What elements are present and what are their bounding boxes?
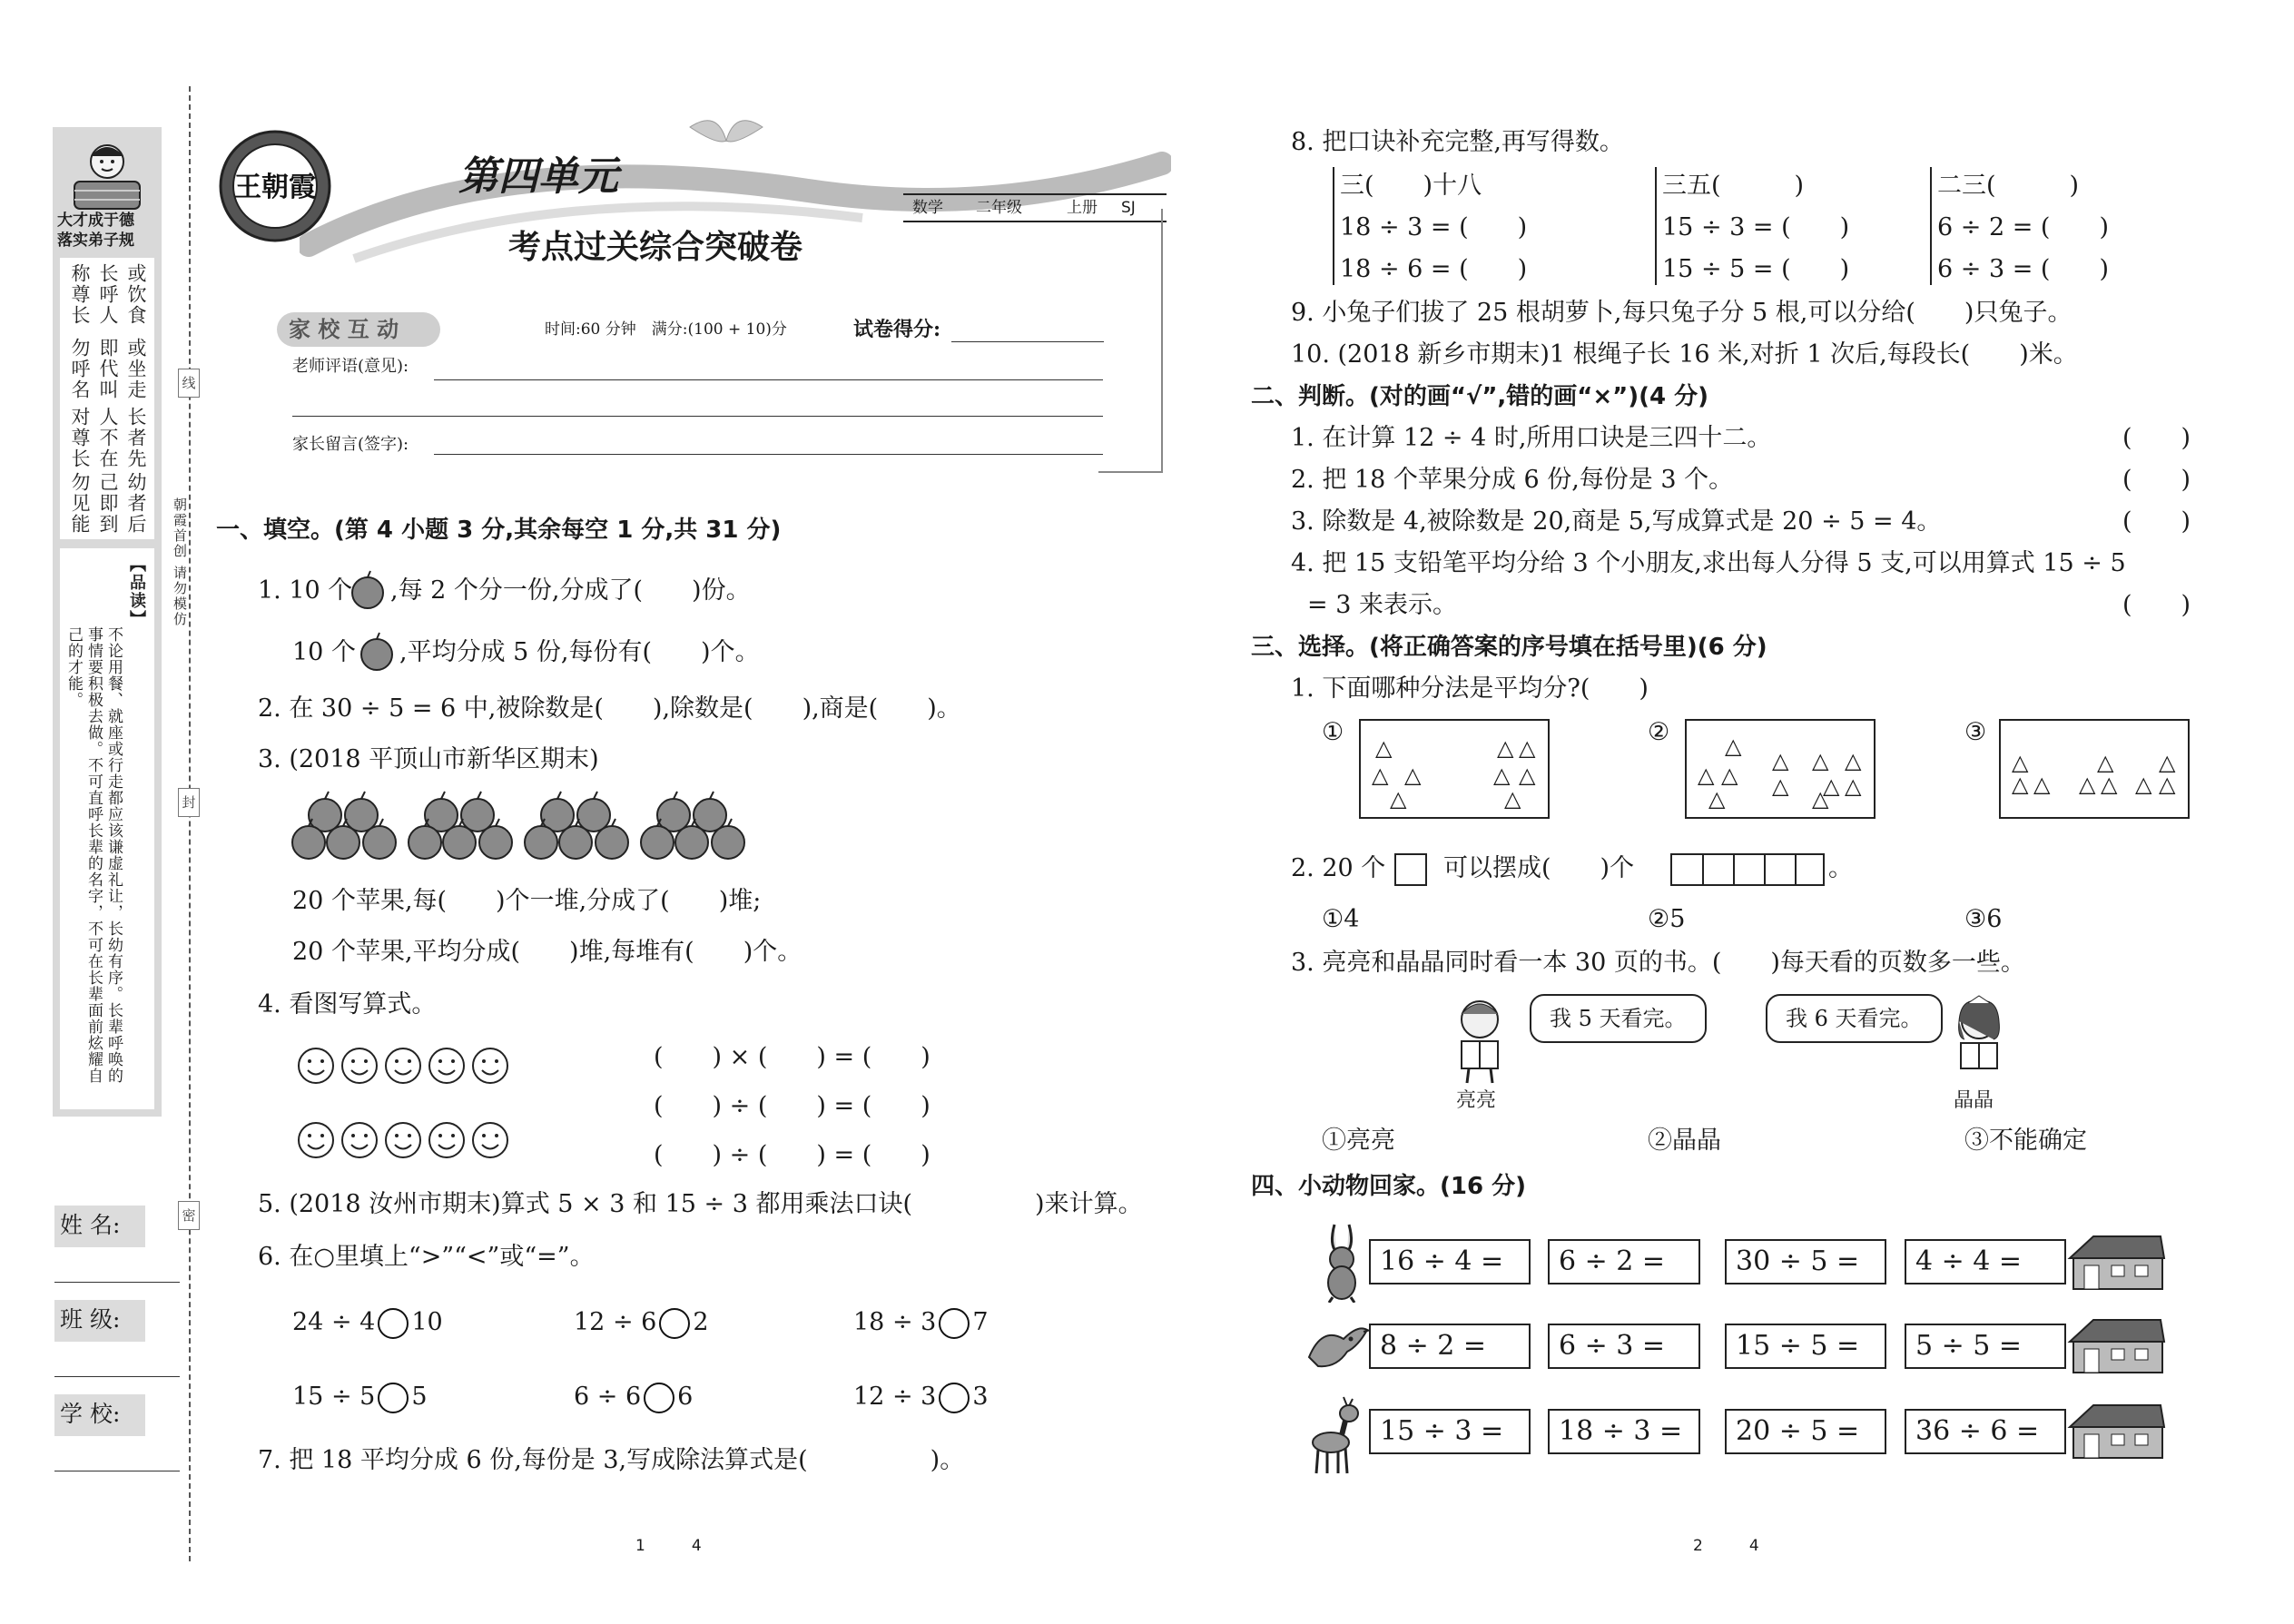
smiley-face	[386, 1123, 420, 1157]
parent-comment-label: 家长留言(签字):	[292, 435, 409, 454]
choice-q3-option-3[interactable]: ③不能确定	[1964, 1127, 2087, 1155]
teacher-comment-field[interactable]	[434, 379, 1103, 380]
equation-box[interactable]: 30 ÷ 5 =	[1725, 1239, 1886, 1284]
q1a-suffix: ,每 2 个分一份,分成了( )份。	[390, 576, 751, 605]
house-icon	[2066, 1316, 2166, 1374]
cut-mark-bottom: 密	[178, 1201, 200, 1230]
verse-col-4: 幼者后	[125, 472, 147, 535]
score-label: 试卷得分:	[853, 318, 941, 341]
triangle-icon: △	[1698, 763, 1715, 788]
name-liangliang: 亮亮	[1456, 1089, 1497, 1112]
smiley-face	[342, 1048, 377, 1083]
choice-q1-option-3[interactable]: ③	[1964, 718, 1987, 746]
q8-col2-line2: 15 ÷ 3 = ( )	[1662, 213, 1850, 241]
q1a-prefix: 1. 10 个	[258, 576, 353, 605]
triangle-icon: △	[2079, 772, 2096, 797]
q1b-prefix: 10 个	[292, 638, 356, 666]
page-number-right: 2 4	[1693, 1537, 1759, 1555]
triangle-icon: △	[1497, 735, 1514, 761]
name-field[interactable]	[54, 1282, 180, 1283]
name-jingjing: 晶晶	[1954, 1089, 1994, 1112]
triangle-icon: △	[1812, 748, 1829, 773]
teacher-comment-label: 老师评语(意见):	[292, 357, 409, 376]
equation-box[interactable]: 18 ÷ 3 =	[1548, 1409, 1700, 1454]
apple-stem	[710, 792, 714, 799]
apple	[525, 826, 557, 859]
meta-edition: SJ	[1121, 199, 1136, 217]
school-label: 学 校:	[60, 1401, 121, 1427]
choice-q2-option-2[interactable]: ②5	[1648, 905, 1686, 933]
triangle-icon: △	[1493, 763, 1511, 788]
cube-row-icon	[1670, 853, 1825, 886]
cut-mark-top: 线	[178, 369, 200, 398]
speech-bubble-liangliang: 我 5 天看完。	[1530, 994, 1707, 1043]
boy-reading-icon	[1443, 994, 1516, 1085]
cut-mark-middle: 封	[178, 788, 200, 817]
apple-stem	[361, 792, 365, 799]
smiley-face	[429, 1123, 464, 1157]
choice-q1-option-2[interactable]: ②	[1648, 718, 1670, 746]
verse-col-11: 人不在	[97, 407, 119, 469]
verse-col-5: 称尊长	[69, 263, 91, 326]
q8-col3-line2: 6 ÷ 2 = ( )	[1937, 213, 2109, 241]
verse-col-1: 或饮食	[125, 263, 147, 326]
apple	[479, 826, 512, 859]
triangle-icon: △	[2135, 772, 2152, 797]
name-label: 姓 名:	[60, 1212, 121, 1238]
judge-answer-3[interactable]: ( )	[2122, 507, 2191, 536]
apple	[443, 826, 476, 859]
q8-col2-line1: 三五( )	[1662, 172, 1805, 200]
smiley-face	[299, 1123, 333, 1157]
q6-text: 6. 在○里填上“>”“<”或“=”。	[258, 1243, 595, 1271]
compare-circle[interactable]	[378, 1308, 409, 1339]
verse-col-8: 勿见能	[69, 472, 91, 535]
q4-text: 4. 看图写算式。	[258, 990, 437, 1019]
equation-box[interactable]: 6 ÷ 2 =	[1548, 1239, 1700, 1284]
smiley-face	[429, 1048, 464, 1083]
parent-comment-field[interactable]	[434, 454, 1103, 455]
house-icon	[2066, 1233, 2166, 1291]
scholar-icon	[62, 134, 153, 216]
equation-box[interactable]: 15 ÷ 3 =	[1369, 1409, 1531, 1454]
triangle-icon: △	[2012, 750, 2029, 775]
choice-q2-option-1[interactable]: ①4	[1322, 905, 1360, 933]
apple-stem	[478, 792, 481, 799]
verse-col-2: 或坐走	[125, 338, 147, 400]
apple	[409, 826, 441, 859]
apple	[641, 826, 674, 859]
compare-circle[interactable]	[378, 1383, 409, 1413]
house-icon	[2066, 1402, 2166, 1460]
triangle-icon: △	[1404, 763, 1422, 788]
smiley-face	[342, 1123, 377, 1157]
triangle-icon: △	[1375, 735, 1393, 761]
apple-stem	[496, 819, 499, 826]
logo-seal-icon	[216, 127, 334, 245]
q9-text: 9. 小兔子们拔了 25 根胡萝卜,每只兔子分 5 根,可以分给( )只兔子。	[1291, 299, 2072, 327]
equation-box[interactable]: 6 ÷ 3 =	[1548, 1324, 1700, 1369]
triangle-icon: △	[1519, 735, 1536, 761]
apple-stem	[674, 792, 677, 799]
choice-q2-a: 2. 20 个	[1291, 854, 1386, 882]
choice-q2-c: 。	[1828, 854, 1853, 882]
q8-col3-line1: 二三( )	[1937, 172, 2080, 200]
equation-box[interactable]: 5 ÷ 5 =	[1905, 1324, 2066, 1369]
svg-text:王朝霞: 王朝霞	[234, 172, 316, 203]
triangle-icon: △	[1372, 763, 1389, 788]
q8-col3-line3: 6 ÷ 3 = ( )	[1937, 255, 2109, 283]
smiley-face	[473, 1123, 507, 1157]
q6-item-6: 12 ÷ 3 3	[853, 1382, 989, 1413]
q1b-suffix: ,平均分成 5 份,每份有( )个。	[399, 638, 760, 666]
equation-box[interactable]: 8 ÷ 2 =	[1369, 1324, 1531, 1369]
judge-item-3: 3. 除数是 4,被除数是 20,商是 5,写成算式是 20 ÷ 5 = 4。	[1291, 507, 1942, 536]
bird-icon	[1304, 1321, 1371, 1375]
apple-stem	[594, 792, 597, 799]
choice-q3-option-1[interactable]: ①亮亮	[1322, 1127, 1395, 1155]
q4-eq-2: ( ) ÷ ( ) = ( )	[654, 1092, 930, 1120]
smiley-faces-icon	[296, 1046, 523, 1164]
meta-subject: 数学	[912, 199, 943, 217]
verse-col-3: 长者先	[125, 407, 147, 469]
q4-eq-1: ( ) × ( ) = ( )	[654, 1043, 930, 1071]
apple	[675, 826, 708, 859]
triangle-icon: △	[2012, 772, 2029, 797]
apple-stem	[557, 792, 561, 799]
meta-grade: 二年级	[976, 199, 1022, 217]
q4-eq-3: ( ) ÷ ( ) = ( )	[654, 1141, 930, 1169]
judge-item-1: 1. 在计算 12 ÷ 4 时,所用口诀是三四十二。	[1291, 424, 1772, 452]
home-school-label: 家 校 互 动	[289, 317, 399, 342]
reading-title: 【品读】	[127, 556, 146, 628]
triangle-icon: △	[1519, 763, 1536, 788]
apple-stem	[379, 819, 383, 826]
triangle-icon: △	[1772, 773, 1789, 799]
unit-cube-icon	[1394, 853, 1427, 886]
time-info: 时间:60 分钟 满分:(100 + 10)分	[545, 320, 787, 339]
q3-text: 3. (2018 平顶山市新华区期末)	[258, 745, 599, 773]
q6-item-1: 24 ÷ 4 10	[292, 1307, 443, 1339]
apple	[596, 826, 628, 859]
equation-box[interactable]: 15 ÷ 5 =	[1725, 1324, 1886, 1369]
score-field[interactable]	[951, 341, 1104, 342]
speech-bubble-jingjing: 我 6 天看完。	[1766, 994, 1943, 1043]
apple-stem	[325, 792, 329, 799]
equation-box[interactable]: 36 ÷ 6 =	[1905, 1409, 2066, 1454]
q10-text: 10. (2018 新乡市期末)1 根绳子长 16 米,对折 1 次后,每段长( )米。	[1291, 340, 2078, 369]
apple	[559, 826, 592, 859]
triangle-icon: △	[2033, 772, 2051, 797]
judge-answer-4[interactable]: ( )	[2122, 591, 2191, 619]
judge-answer-1[interactable]: ( )	[2122, 424, 2191, 452]
choice-q1-option-1[interactable]: ①	[1322, 718, 1344, 746]
apple	[363, 826, 396, 859]
motto-line2: 落实弟子规	[57, 231, 134, 250]
verse-col-12: 己即到	[97, 472, 119, 535]
q8-col1-line2: 18 ÷ 3 = ( )	[1340, 213, 1528, 241]
header-frame-corner	[1089, 209, 1171, 481]
triangle-icon: △	[2159, 750, 2176, 775]
cut-line	[189, 86, 191, 1561]
q3-line1: 20 个苹果,每( )个一堆,分成了( )堆;	[292, 887, 762, 915]
compare-circle[interactable]	[644, 1383, 674, 1413]
apple-groups-icon	[289, 790, 870, 890]
q5-text: 5. (2018 汝州市期末)算式 5 × 3 和 15 ÷ 3 都用乘法口诀( )来计算。	[258, 1190, 1143, 1218]
unit-title: 第四单元	[458, 153, 618, 200]
triangle-icon: △	[1823, 773, 1840, 799]
compare-circle[interactable]	[939, 1308, 970, 1339]
triangle-icon: △	[2101, 772, 2118, 797]
class-label: 班 级:	[60, 1306, 121, 1333]
apple	[712, 826, 744, 859]
verse-col-10: 即代叫	[97, 338, 119, 400]
triangle-icon: △	[1708, 786, 1726, 812]
apple-icon	[356, 630, 398, 672]
judge-item-4: 4. 把 15 支铅笔平均分给 3 个小朋友,求出每人分得 5 支,可以用算式 15 ÷ 5	[1291, 549, 2126, 577]
q8-col2-line3: 15 ÷ 5 = ( )	[1662, 255, 1850, 283]
triangle-icon: △	[1725, 733, 1742, 759]
meta-term: 上册	[1067, 199, 1098, 217]
q3-line2: 20 个苹果,平均分成( )堆,每堆有( )个。	[292, 938, 802, 966]
judge-answer-2[interactable]: ( )	[2122, 466, 2191, 494]
q8-text: 8. 把口诀补充完整,再写得数。	[1291, 128, 1624, 156]
verse-col-7: 对尊长	[69, 407, 91, 469]
verse-col-9: 长呼人	[97, 263, 119, 326]
equation-box[interactable]: 16 ÷ 4 =	[1369, 1239, 1531, 1284]
triangle-icon: △	[2097, 750, 2114, 775]
rabbit-icon	[1314, 1221, 1369, 1303]
page-number-left: 1 4	[635, 1537, 702, 1555]
compare-circle[interactable]	[659, 1308, 690, 1339]
apple-stem	[612, 819, 615, 826]
smiley-face	[473, 1048, 507, 1083]
triangle-icon: △	[1721, 763, 1738, 788]
section2-heading: 二、判断。(对的画“√”,错的画“×”)(4 分)	[1251, 383, 1709, 410]
judge-item-2: 2. 把 18 个苹果分成 6 份,每份是 3 个。	[1291, 466, 1734, 494]
class-field[interactable]	[54, 1376, 180, 1377]
triangle-icon: △	[1390, 786, 1407, 812]
q6-item-5: 6 ÷ 6 6	[574, 1382, 693, 1413]
triangle-icon: △	[1845, 748, 1862, 773]
smiley-face	[386, 1048, 420, 1083]
reading-text: 不论用餐、就座或行走都应该谦虚礼让，长幼有序。长辈呼唤的事情要积极去做。不可直呼长辈的名字，不可在长辈面前炫耀自己的才能。	[64, 626, 123, 1084]
section1-heading: 一、填空。(第 4 小题 3 分,其余每空 1 分,共 31 分)	[216, 517, 782, 544]
equation-box[interactable]: 20 ÷ 5 =	[1725, 1409, 1886, 1454]
triangle-icon: △	[2159, 772, 2176, 797]
deer-icon	[1307, 1393, 1367, 1475]
apple-stem	[728, 819, 732, 826]
q7-text: 7. 把 18 平均分成 6 份,每份是 3,写成除法算式是( )。	[258, 1446, 965, 1474]
q8-col1-line1: 三( )十八	[1340, 172, 1482, 200]
smiley-face	[299, 1048, 333, 1083]
q6-item-2: 12 ÷ 6 2	[574, 1307, 709, 1339]
choice-q1-text: 1. 下面哪种分法是平均分?( )	[1291, 674, 1649, 703]
apple	[327, 826, 359, 859]
apple-stem	[441, 792, 445, 799]
triangle-icon: △	[1772, 748, 1789, 773]
triangle-icon: △	[1504, 786, 1521, 812]
brand-vertical: 朝霞首创 请勿模仿	[172, 497, 188, 627]
section3-heading: 三、选择。(将正确答案的序号填在括号里)(6 分)	[1251, 634, 1767, 661]
sub-title: 考点过关综合突破卷	[508, 228, 803, 266]
verse-col-6: 勿呼名	[69, 338, 91, 400]
apple-icon	[347, 568, 389, 610]
choice-q2-b: 可以摆成( )个	[1443, 854, 1635, 882]
section4-heading: 四、小动物回家。(16 分)	[1251, 1173, 1526, 1200]
q6-item-4: 15 ÷ 5 5	[292, 1382, 428, 1413]
triangle-icon: △	[1812, 786, 1829, 812]
choice-q3-option-2[interactable]: ②晶晶	[1648, 1127, 1721, 1155]
apple	[292, 826, 325, 859]
q8-col1-line3: 18 ÷ 6 = ( )	[1340, 255, 1528, 283]
choice-q3-text: 3. 亮亮和晶晶同时看一本 30 页的书。( )每天看的页数多一些。	[1291, 949, 2025, 977]
triangle-icon: △	[1845, 773, 1862, 799]
compare-circle[interactable]	[939, 1383, 970, 1413]
q2-text: 2. 在 30 ÷ 5 = 6 中,被除数是( ),除数是( ),商是( )。	[258, 694, 961, 723]
teacher-comment-field-2[interactable]	[292, 416, 1103, 417]
q6-item-3: 18 ÷ 3 7	[853, 1307, 989, 1339]
girl-reading-icon	[1943, 994, 2015, 1085]
choice-q2-option-3[interactable]: ③6	[1964, 905, 2003, 933]
equation-box[interactable]: 4 ÷ 4 =	[1905, 1239, 2066, 1284]
motto-line1: 大才成于德	[57, 212, 134, 230]
judge-item-4-cont: = 3 来表示。	[1307, 591, 1457, 619]
